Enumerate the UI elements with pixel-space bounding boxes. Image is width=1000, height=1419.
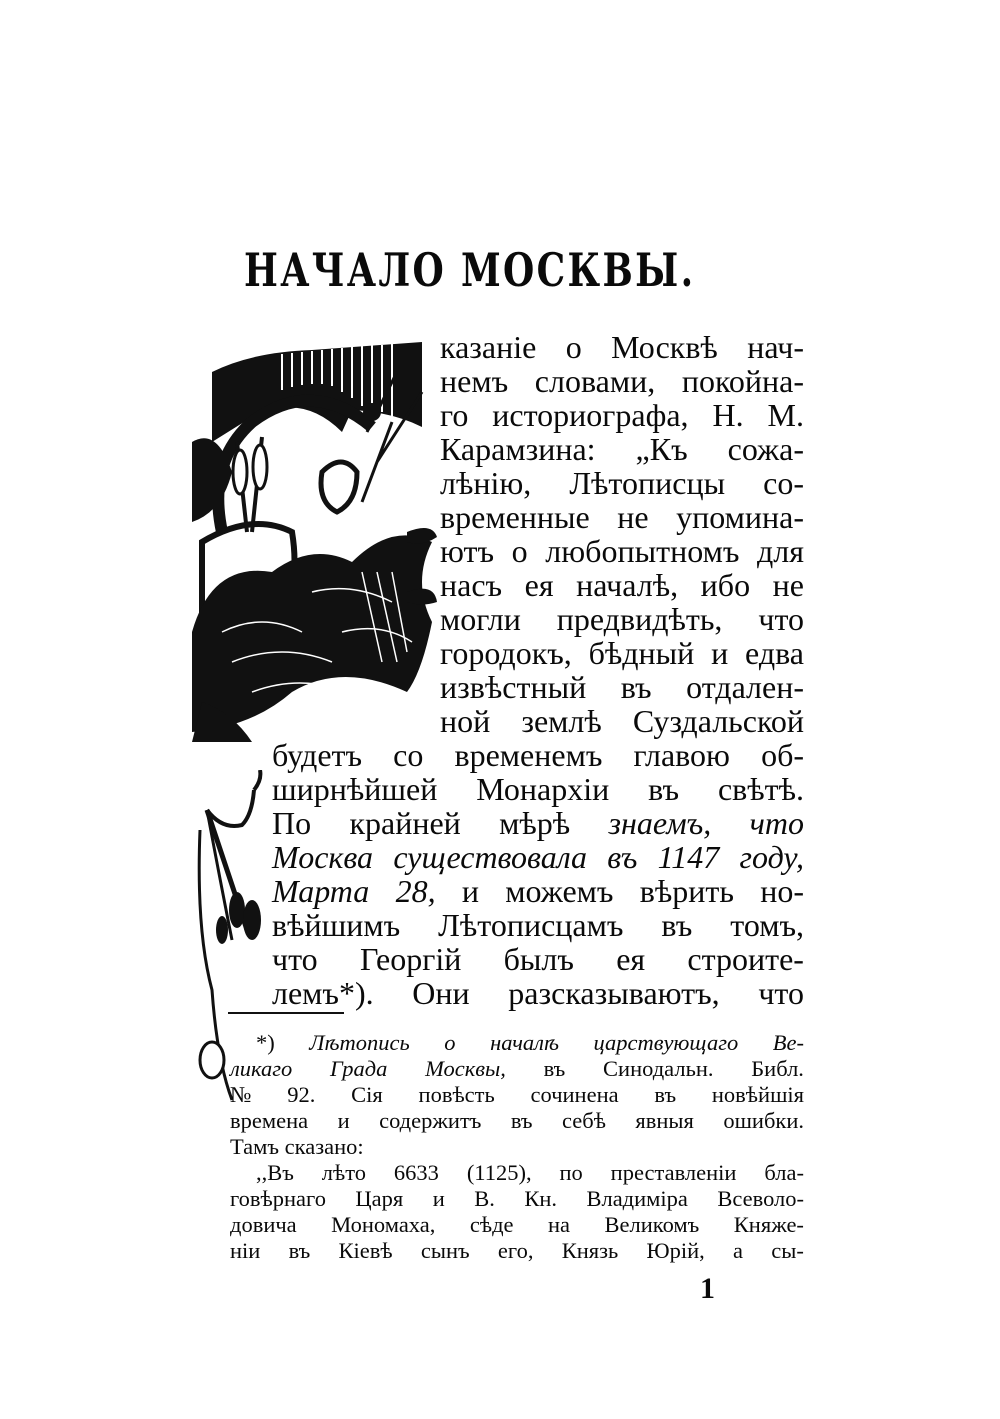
word: преставленіи	[610, 1160, 737, 1185]
word: себѣ	[562, 1108, 606, 1133]
word: нач-	[747, 329, 804, 365]
word: сы-	[771, 1238, 804, 1263]
word: лемъ*).	[272, 975, 374, 1011]
word: крайней	[349, 805, 461, 841]
body-line	[440, 500, 804, 534]
word: Княже-	[733, 1212, 804, 1237]
word: и	[432, 1186, 445, 1211]
word: Сія	[351, 1082, 383, 1107]
word: Монархіи	[476, 771, 610, 807]
word: Владиміра	[586, 1186, 688, 1211]
word: Князь	[561, 1238, 619, 1263]
word: и	[461, 873, 479, 909]
word: По	[272, 805, 312, 841]
word: Н.	[712, 397, 744, 433]
body-line	[440, 398, 804, 432]
word: временемъ	[454, 737, 603, 773]
word: началѣ	[490, 1030, 559, 1055]
footnote-line	[230, 1238, 804, 1264]
word: для	[757, 533, 804, 569]
word: „Къ	[635, 431, 688, 467]
word: явныя	[635, 1108, 694, 1133]
word: на	[548, 1212, 571, 1237]
word: Марта	[272, 873, 370, 909]
word: ютъ	[440, 533, 495, 569]
body-line	[272, 738, 804, 772]
word: Георгій	[359, 941, 462, 977]
word: въ	[661, 907, 693, 943]
word: Всеволо-	[717, 1186, 804, 1211]
word: историографа,	[492, 397, 689, 433]
word: существовала	[393, 839, 588, 875]
word: ширнѣйшей	[272, 771, 438, 807]
word: едва	[745, 635, 804, 671]
footnote-line: Тамъ сказано:	[230, 1134, 364, 1159]
word: Града	[330, 1056, 388, 1081]
word: главою	[633, 737, 730, 773]
word: №	[230, 1082, 252, 1107]
word: упомина-	[676, 499, 804, 535]
word: извѣстный	[440, 669, 587, 705]
word: Москва	[272, 839, 374, 875]
word: ея	[616, 941, 646, 977]
word: лѣнію,	[440, 465, 532, 501]
word: сѣде	[469, 1212, 514, 1237]
word: об-	[761, 737, 804, 773]
word: Кн.	[524, 1186, 557, 1211]
word: можемъ	[505, 873, 614, 909]
footnote-line	[230, 1056, 804, 1082]
footnote-line	[256, 1030, 804, 1056]
word: его,	[497, 1238, 534, 1263]
word: временные	[440, 499, 590, 535]
word: Суздальской	[632, 703, 804, 739]
word: что	[749, 805, 804, 841]
body-line	[272, 772, 804, 806]
word: по	[559, 1160, 583, 1185]
word: будетъ	[272, 737, 363, 773]
word: Они	[412, 975, 470, 1011]
footnote-line	[230, 1186, 804, 1212]
word: ибо	[700, 567, 751, 603]
word: въ	[510, 1108, 533, 1133]
word: Царя	[355, 1186, 404, 1211]
word: любопытномъ	[545, 533, 740, 569]
word: томъ,	[730, 907, 804, 943]
word: М.	[767, 397, 804, 433]
word: ея	[524, 567, 554, 603]
footnote-line	[230, 1108, 804, 1134]
word: въ	[543, 1056, 566, 1081]
word: Москвы,	[425, 1056, 506, 1081]
word: (1125),	[466, 1160, 532, 1185]
body-line	[440, 534, 804, 568]
word: говѣрнаго	[230, 1186, 326, 1211]
word: Лѣтописцы	[569, 465, 726, 501]
body-line	[440, 432, 804, 466]
body-line	[272, 840, 804, 874]
word: Карамзина:	[440, 431, 596, 467]
word: покойна-	[681, 363, 804, 399]
word: и	[711, 635, 729, 671]
word: казаніе	[440, 329, 537, 365]
word: году,	[739, 839, 804, 875]
word: что	[758, 975, 804, 1011]
body-line	[440, 602, 804, 636]
word: началѣ,	[576, 567, 679, 603]
footnote-line	[230, 1212, 804, 1238]
word: что	[272, 941, 318, 977]
word: въ	[654, 1082, 677, 1107]
chapter-title: НАЧАЛО МОСКВЫ.	[244, 243, 696, 297]
word: но-	[760, 873, 804, 909]
word: отдален-	[686, 669, 804, 705]
word: царствующаго	[593, 1030, 739, 1055]
body-line	[440, 704, 804, 738]
word: Лѣтописцамъ	[438, 907, 624, 943]
word: предвидѣть,	[556, 601, 723, 637]
word: го	[440, 397, 469, 433]
page-number: 1	[700, 1272, 715, 1305]
word: вѣрить	[639, 873, 734, 909]
word: Мономаха,	[331, 1212, 436, 1237]
word: со-	[763, 465, 804, 501]
word: а	[733, 1238, 744, 1263]
word: довича	[230, 1212, 297, 1237]
word: мѣрѣ	[499, 805, 571, 841]
word: со	[393, 737, 424, 773]
word: бѣдный	[588, 635, 695, 671]
word: не	[617, 499, 649, 535]
word: Великомъ	[604, 1212, 700, 1237]
word: повѣсть	[418, 1082, 495, 1107]
word: В.	[474, 1186, 495, 1211]
body-line	[440, 636, 804, 670]
word: въ	[620, 669, 652, 705]
body-line	[440, 330, 804, 364]
body-line	[272, 874, 804, 908]
word: 6633	[393, 1160, 439, 1185]
word: времена	[230, 1108, 309, 1133]
word: и	[337, 1108, 350, 1133]
word: знаемъ,	[608, 805, 712, 841]
word: сочинена	[530, 1082, 619, 1107]
word: ніи	[230, 1238, 261, 1263]
word: ошибки.	[723, 1108, 804, 1133]
word: въ	[648, 771, 680, 807]
word: Синодальн.	[603, 1056, 714, 1081]
body-line	[272, 942, 804, 976]
footnote-line	[230, 1082, 804, 1108]
word: сынъ	[420, 1238, 470, 1263]
word: бла-	[764, 1160, 804, 1185]
word: Юрій,	[646, 1238, 705, 1263]
word: *)	[256, 1030, 275, 1055]
word: ной	[440, 703, 491, 739]
word: 92.	[287, 1082, 316, 1107]
word: строите-	[687, 941, 804, 977]
body-line	[272, 976, 804, 1010]
word: о	[511, 533, 528, 569]
word: 28,	[395, 873, 436, 909]
word: землѣ	[521, 703, 602, 739]
word: насъ	[440, 567, 503, 603]
word: содержитъ	[379, 1108, 482, 1133]
word: Библ.	[751, 1056, 804, 1081]
dropcap-illustration-icon	[192, 332, 437, 742]
word: въ	[288, 1238, 311, 1263]
word: Москвѣ	[611, 329, 718, 365]
word: не	[772, 567, 804, 603]
body-line	[440, 568, 804, 602]
body-line	[440, 364, 804, 398]
word: о	[565, 329, 582, 365]
word: свѣтѣ.	[717, 771, 804, 807]
word: о	[444, 1030, 456, 1055]
word: ,,Въ	[256, 1160, 294, 1185]
body-line	[272, 806, 804, 840]
word: ликаго	[230, 1056, 293, 1081]
word: могли	[440, 601, 521, 637]
word: лѣто	[321, 1160, 367, 1185]
word: Кіевѣ	[338, 1238, 393, 1263]
word: новѣйшія	[711, 1082, 804, 1107]
word: немъ	[440, 363, 509, 399]
word: что	[758, 601, 804, 637]
body-line	[440, 670, 804, 704]
word: вѣйшимъ	[272, 907, 401, 943]
body-line	[272, 908, 804, 942]
footnote-divider	[228, 1012, 344, 1014]
word: 1147	[657, 839, 720, 875]
word: словами,	[534, 363, 656, 399]
footnote-line	[256, 1160, 804, 1186]
word: сожа-	[727, 431, 804, 467]
word: городокъ,	[440, 635, 572, 671]
body-line	[440, 466, 804, 500]
word: Ве-	[772, 1030, 804, 1055]
word: былъ	[503, 941, 574, 977]
word: разсказываютъ,	[508, 975, 720, 1011]
word: Лѣтопись	[309, 1030, 410, 1055]
word: въ	[607, 839, 638, 875]
